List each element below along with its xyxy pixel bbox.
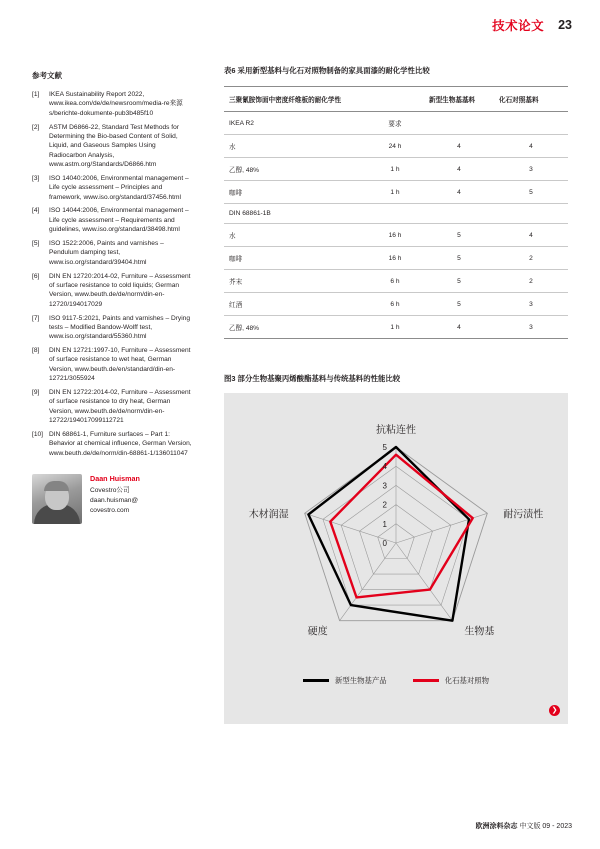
radar-tick-labels xyxy=(383,443,388,548)
table-section-note: 要求 xyxy=(366,112,424,135)
references-column xyxy=(32,70,192,524)
table-caption: 表6 采用新型基料与化石对照物制备的家具面漆的耐化学性比较 xyxy=(224,66,430,75)
table-cell: 24 h xyxy=(366,135,424,158)
radar-tick-label: 2 xyxy=(382,500,387,510)
radar-tick-label: 5 xyxy=(382,443,387,453)
reference-text: DIN EN 12721:1997-10, Furniture – Assessment of surface resistance to wet heat, German Version, www.beuth.de/en/standard/din-en-12721/3055924 xyxy=(49,347,191,383)
reference-number: [1] xyxy=(32,91,40,98)
table-section-blank-1 xyxy=(424,204,494,224)
table-row xyxy=(224,316,568,339)
reference-text: DIN EN 12720:2014-02, Furniture – Assessment of surface resistance to cold liquids; German Version, www.beuth.de/de/norm/din-en-12720/194017029 xyxy=(49,272,191,308)
reference-text: ISO 1522:2006, Paints and varnishes – Pendulum damping test, www.iso.org/standard/39404.html xyxy=(49,240,164,266)
table-cell: 5 xyxy=(424,247,494,270)
reference-number: [3] xyxy=(32,174,40,182)
radar-axis-label: 硬度 xyxy=(307,627,328,639)
table-cell: 4 xyxy=(424,135,494,158)
author-email-line1[interactable]: daan.huisman@ xyxy=(90,496,139,504)
reference-number: [5] xyxy=(32,240,40,248)
table-cell: 1 h xyxy=(366,316,424,339)
table-header-cell-4: 化石对照基料 xyxy=(494,87,568,112)
reference-text: IKEA Sustainability Report 2022, www.ikea.com/de/de/newsroom/media-re来源s/berichte-dokumente-pub3b485f10 xyxy=(49,91,183,117)
table-cell: 5 xyxy=(424,224,494,247)
reference-item xyxy=(32,123,192,170)
reference-item xyxy=(32,239,192,267)
reference-item xyxy=(32,90,192,118)
legend-item-0 xyxy=(303,675,387,686)
table-body xyxy=(224,112,568,339)
table-section-name: IKEA R2 xyxy=(224,112,366,135)
table-header-cell-1: 三聚氰胺饰面中密度纤维板的耐化学性 xyxy=(224,87,366,112)
page-footer xyxy=(476,821,572,831)
table-cell: 1 h xyxy=(366,158,424,181)
chart-legend xyxy=(224,675,568,686)
author-company: Covestro公司 xyxy=(90,486,130,494)
reference-item xyxy=(32,346,192,383)
table-cell: 3 xyxy=(494,316,568,339)
table-cell: 水 xyxy=(224,135,366,158)
reference-number: [10] xyxy=(32,431,43,438)
reference-item xyxy=(32,174,192,202)
table-row xyxy=(224,181,568,204)
author-info xyxy=(90,474,140,515)
table-section-row xyxy=(224,204,568,224)
table-section-note xyxy=(366,204,424,224)
table-section-blank-1 xyxy=(424,112,494,135)
radar-grid xyxy=(305,447,488,621)
table-cell: 3 xyxy=(494,293,568,316)
radar-tick-label: 1 xyxy=(382,520,387,530)
legend-swatch-black xyxy=(303,679,329,682)
table-row xyxy=(224,158,568,181)
table-cell: 乙醇, 48% xyxy=(224,316,366,339)
table-row xyxy=(224,224,568,247)
table-cell: 6 h xyxy=(366,293,424,316)
reference-item xyxy=(32,206,192,234)
reference-number: [8] xyxy=(32,347,40,355)
reference-item xyxy=(32,430,192,458)
legend-item-1 xyxy=(413,675,489,686)
legend-swatch-red xyxy=(413,679,439,682)
radar-chart xyxy=(224,393,568,724)
reference-item xyxy=(32,272,192,309)
references-heading: 参考文献 xyxy=(32,71,62,80)
chart-caption: 图3 部分生物基聚丙烯酸酯基料与传统基料的性能比较 xyxy=(224,374,401,384)
table-section-name: DIN 68861-1B xyxy=(224,204,366,224)
radar-axis-line xyxy=(340,543,396,621)
table-cell: 4 xyxy=(494,224,568,247)
table-section-blank-2 xyxy=(494,204,568,224)
page-number: 23 xyxy=(558,18,572,32)
table-cell: 水 xyxy=(224,224,366,247)
reference-text: ISO 9117-5:2021, Paints and varnishes – Drying tests – Modified Bandow-Wolff test, www.iso.org/standard/55360.html xyxy=(49,314,190,341)
table-row xyxy=(224,247,568,270)
reference-number: [7] xyxy=(32,314,40,322)
table-cell: 4 xyxy=(424,158,494,181)
author-block xyxy=(32,474,192,524)
reference-item xyxy=(32,388,192,425)
reference-number: [4] xyxy=(32,207,40,215)
radar-tick-label: 3 xyxy=(382,481,387,491)
legend-label-0: 新型生物基产品 xyxy=(334,676,387,686)
table-cell: 4 xyxy=(494,135,568,158)
next-arrow-icon[interactable]: ❯ xyxy=(549,705,560,716)
radar-axis-line xyxy=(396,543,452,621)
footer-publication: 欧洲涂料杂志 xyxy=(475,823,518,830)
radar-series-polygon xyxy=(330,455,472,598)
table-cell: 16 h xyxy=(366,247,424,270)
table-row xyxy=(224,270,568,293)
reference-number: [9] xyxy=(32,389,40,397)
table-cell: 咖啡 xyxy=(224,247,366,270)
table-header-cell-2 xyxy=(366,87,424,112)
table-section-row xyxy=(224,112,568,135)
table-cell: 咖啡 xyxy=(224,181,366,204)
table-cell: 2 xyxy=(494,247,568,270)
table-row xyxy=(224,293,568,316)
reference-number: [2] xyxy=(32,123,40,131)
table-cell: 5 xyxy=(424,293,494,316)
radar-axis-label: 耐污渍性 xyxy=(503,509,544,521)
reference-number: [6] xyxy=(32,272,40,280)
table-cell: 2 xyxy=(494,270,568,293)
table-header-cell-3: 新型生物基基料 xyxy=(424,87,494,112)
radar-tick-label: 4 xyxy=(382,462,387,472)
avatar xyxy=(32,474,82,524)
table-section-blank-2 xyxy=(494,112,568,135)
references-list xyxy=(32,90,192,458)
radar-axis-label: 生物基 xyxy=(464,627,495,639)
radar-axis-label: 抗粘连性 xyxy=(376,425,416,437)
table-cell: 5 xyxy=(494,181,568,204)
page-header xyxy=(492,16,572,34)
table-cell: 芥末 xyxy=(224,270,366,293)
reference-item xyxy=(32,314,192,342)
table-cell: 4 xyxy=(424,316,494,339)
table-cell: 16 h xyxy=(366,224,424,247)
table-header-row xyxy=(224,87,568,112)
table-head xyxy=(224,87,568,112)
reference-text: ASTM D6866-22, Standard Test Methods for Determining the Bio-based Content of Solid, Liquid, and Gaseous Samples Using Radiocarbon Analysis, www.astm.org/Standards/D6866.htm xyxy=(49,123,179,169)
legend-label-1: 化石基对照物 xyxy=(444,676,490,686)
table-cell: 4 xyxy=(424,181,494,204)
table-row xyxy=(224,135,568,158)
reference-text: DIN 68861-1, Furniture surfaces – Part 1: Behavior at chemical influence, German Version, www.beuth.de/de/norm/din-68861-1/136011047 xyxy=(49,431,192,457)
reference-text: ISO 14040:2006, Environmental management – Life cycle assessment – Principles and framework, www.iso.org/standard/37456.html xyxy=(49,174,189,201)
table-cell: 5 xyxy=(424,270,494,293)
reference-text: ISO 14044:2006, Environmental management – Life cycle assessment – Requirements and guidelines, www.iso.org/standard/38498.html xyxy=(49,207,189,234)
author-name: Daan Huisman xyxy=(90,474,140,484)
radar-tick-label: 0 xyxy=(382,539,387,549)
table-cell: 1 h xyxy=(366,181,424,204)
author-email-line2[interactable]: covestro.com xyxy=(90,506,130,514)
footer-issue: 中文版 09 - 2023 xyxy=(519,823,572,830)
table-cell: 3 xyxy=(494,158,568,181)
radar-axis-label: 木材润湿 xyxy=(248,509,289,521)
table-cell: 6 h xyxy=(366,270,424,293)
chemical-resistance-table xyxy=(224,86,568,339)
content-column xyxy=(224,66,568,724)
table-cell: 乙醇, 48% xyxy=(224,158,366,181)
header-title: 技术论文 xyxy=(492,19,545,33)
reference-text: DIN EN 12722:2014-02, Furniture – Assessment of surface resistance to dry heat, German Version, www.beuth.de/de/norm/din-en-12722/194017099112721 xyxy=(49,389,191,425)
table-cell: 红酒 xyxy=(224,293,366,316)
